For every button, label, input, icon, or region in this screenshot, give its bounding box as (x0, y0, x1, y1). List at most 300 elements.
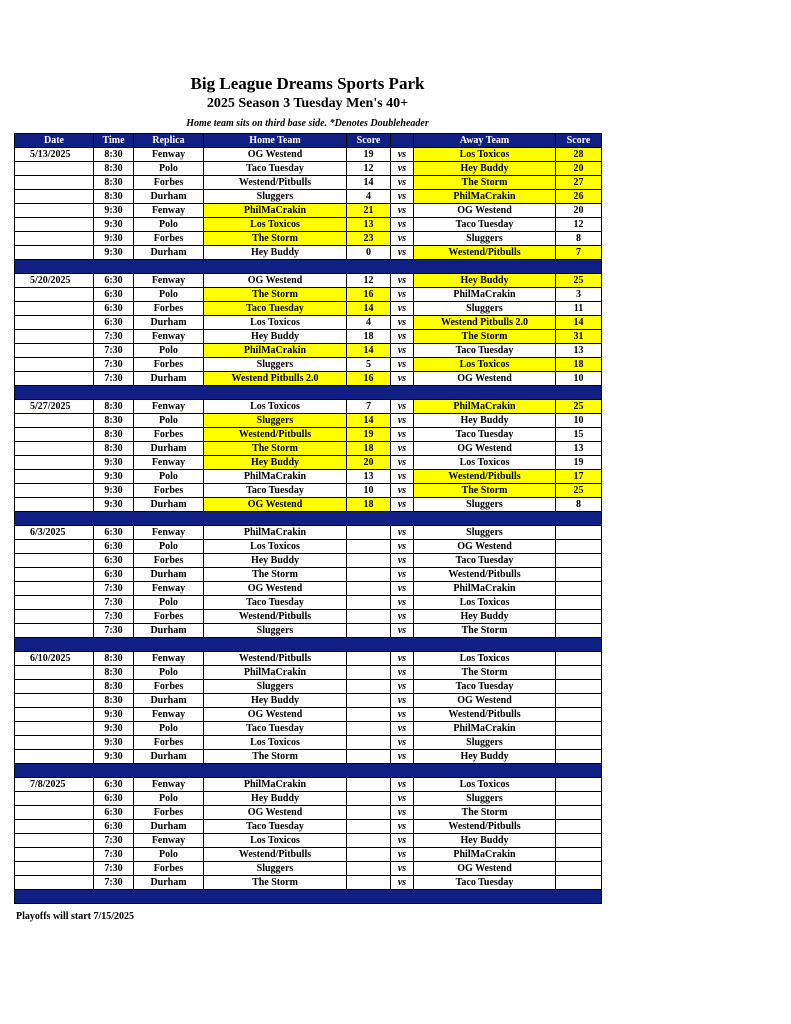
away-score-cell: 10 (556, 372, 602, 386)
time-cell: 6:30 (94, 568, 134, 582)
date-cell (15, 358, 94, 372)
away-score-cell (556, 792, 602, 806)
home-score-cell: 18 (347, 442, 391, 456)
vs-cell: vs (391, 806, 414, 820)
away-team-cell: Sluggers (414, 302, 556, 316)
home-team-cell: Westend Pitbulls 2.0 (204, 372, 347, 386)
table-row (15, 862, 602, 876)
away-team-cell: Westend/Pitbulls (414, 820, 556, 834)
time-cell: 7:30 (94, 834, 134, 848)
home-team-cell: Taco Tuesday (204, 820, 347, 834)
date-cell (15, 806, 94, 820)
away-score-cell: 8 (556, 232, 602, 246)
page-title: Big League Dreams Sports Park (190, 74, 425, 93)
replica-cell: Durham (134, 190, 204, 204)
home-team-cell: Hey Buddy (204, 554, 347, 568)
home-team-cell: Taco Tuesday (204, 484, 347, 498)
table-row (15, 722, 602, 736)
time-cell: 9:30 (94, 498, 134, 512)
away-score-cell (556, 834, 602, 848)
table-row (15, 596, 602, 610)
vs-cell: vs (391, 722, 414, 736)
page-subtitle: 2025 Season 3 Tuesday Men's 40+ (206, 96, 409, 111)
date-cell (15, 834, 94, 848)
date-cell (15, 414, 94, 428)
vs-cell: vs (391, 820, 414, 834)
table-row (15, 582, 602, 596)
away-score-cell (556, 848, 602, 862)
away-team-cell: Hey Buddy (414, 162, 556, 176)
away-team-cell: Taco Tuesday (414, 876, 556, 890)
away-team-cell: Taco Tuesday (414, 554, 556, 568)
home-team-cell: The Storm (204, 232, 347, 246)
date-cell (15, 666, 94, 680)
time-cell: 7:30 (94, 596, 134, 610)
replica-cell: Fenway (134, 400, 204, 414)
away-team-cell: OG Westend (414, 862, 556, 876)
away-team-cell: Hey Buddy (414, 274, 556, 288)
table-row (15, 414, 602, 428)
away-team-cell: PhilMaCrakin (414, 190, 556, 204)
home-score-cell (347, 848, 391, 862)
column-header-vs (391, 134, 414, 148)
replica-cell: Durham (134, 750, 204, 764)
replica-cell: Forbes (134, 358, 204, 372)
away-score-cell (556, 694, 602, 708)
home-score-cell (347, 540, 391, 554)
home-team-cell: Los Toxicos (204, 540, 347, 554)
home-team-cell: Hey Buddy (204, 792, 347, 806)
table-row (15, 792, 602, 806)
date-cell: 5/27/2025 (15, 400, 94, 414)
time-cell: 8:30 (94, 442, 134, 456)
date-cell (15, 246, 94, 260)
replica-cell: Forbes (134, 428, 204, 442)
vs-cell: vs (391, 204, 414, 218)
home-team-cell: PhilMaCrakin (204, 344, 347, 358)
home-score-cell (347, 610, 391, 624)
table-row (15, 666, 602, 680)
away-score-cell: 14 (556, 316, 602, 330)
vs-cell: vs (391, 876, 414, 890)
away-team-cell: Sluggers (414, 736, 556, 750)
home-score-cell: 14 (347, 414, 391, 428)
away-team-cell: Los Toxicos (414, 148, 556, 162)
table-row (15, 708, 602, 722)
home-score-cell: 23 (347, 232, 391, 246)
time-cell: 8:30 (94, 400, 134, 414)
date-cell (15, 736, 94, 750)
date-cell (15, 470, 94, 484)
table-row (15, 484, 602, 498)
away-team-cell: The Storm (414, 806, 556, 820)
replica-cell: Fenway (134, 582, 204, 596)
away-score-cell (556, 554, 602, 568)
date-cell (15, 204, 94, 218)
replica-cell: Polo (134, 666, 204, 680)
home-score-cell (347, 680, 391, 694)
home-team-cell: Westend/Pitbulls (204, 428, 347, 442)
home-score-cell: 13 (347, 470, 391, 484)
vs-cell: vs (391, 680, 414, 694)
away-score-cell (556, 876, 602, 890)
time-cell: 8:30 (94, 176, 134, 190)
replica-cell: Polo (134, 596, 204, 610)
home-score-cell (347, 694, 391, 708)
vs-cell: vs (391, 582, 414, 596)
date-cell (15, 680, 94, 694)
time-cell: 7:30 (94, 372, 134, 386)
vs-cell: vs (391, 232, 414, 246)
away-team-cell: Los Toxicos (414, 652, 556, 666)
date-cell (15, 316, 94, 330)
away-score-cell: 27 (556, 176, 602, 190)
table-row (15, 876, 602, 890)
home-team-cell: Westend/Pitbulls (204, 652, 347, 666)
table-row (15, 498, 602, 512)
away-score-cell (556, 708, 602, 722)
week-separator (15, 260, 602, 274)
time-cell: 8:30 (94, 190, 134, 204)
table-row (15, 204, 602, 218)
home-score-cell (347, 778, 391, 792)
home-score-cell (347, 708, 391, 722)
date-cell (15, 372, 94, 386)
table-row (15, 358, 602, 372)
column-header-date: Date (15, 134, 94, 148)
replica-cell: Durham (134, 442, 204, 456)
time-cell: 6:30 (94, 526, 134, 540)
time-cell: 6:30 (94, 302, 134, 316)
time-cell: 8:30 (94, 148, 134, 162)
time-cell: 9:30 (94, 722, 134, 736)
away-score-cell: 28 (556, 148, 602, 162)
replica-cell: Fenway (134, 456, 204, 470)
vs-cell: vs (391, 218, 414, 232)
table-row (15, 470, 602, 484)
time-cell: 7:30 (94, 582, 134, 596)
date-cell: 5/13/2025 (15, 148, 94, 162)
vs-cell: vs (391, 190, 414, 204)
away-score-cell: 12 (556, 218, 602, 232)
home-score-cell (347, 624, 391, 638)
table-row (15, 568, 602, 582)
away-score-cell (556, 624, 602, 638)
away-score-cell: 25 (556, 484, 602, 498)
replica-cell: Forbes (134, 302, 204, 316)
table-row (15, 610, 602, 624)
away-score-cell (556, 820, 602, 834)
replica-cell: Polo (134, 344, 204, 358)
away-team-cell: Sluggers (414, 498, 556, 512)
replica-cell: Fenway (134, 708, 204, 722)
home-score-cell (347, 568, 391, 582)
away-score-cell (556, 778, 602, 792)
replica-cell: Forbes (134, 862, 204, 876)
time-cell: 9:30 (94, 204, 134, 218)
home-score-cell: 5 (347, 358, 391, 372)
replica-cell: Durham (134, 498, 204, 512)
away-team-cell: PhilMaCrakin (414, 288, 556, 302)
vs-cell: vs (391, 372, 414, 386)
away-score-cell: 31 (556, 330, 602, 344)
vs-cell: vs (391, 162, 414, 176)
replica-cell: Polo (134, 288, 204, 302)
vs-cell: vs (391, 652, 414, 666)
home-team-cell: OG Westend (204, 806, 347, 820)
replica-cell: Fenway (134, 652, 204, 666)
date-cell: 7/8/2025 (15, 778, 94, 792)
home-score-cell (347, 792, 391, 806)
replica-cell: Fenway (134, 330, 204, 344)
home-score-cell: 14 (347, 176, 391, 190)
home-score-cell (347, 596, 391, 610)
vs-cell: vs (391, 526, 414, 540)
date-cell (15, 862, 94, 876)
vs-cell: vs (391, 470, 414, 484)
table-row (15, 526, 602, 540)
replica-cell: Forbes (134, 232, 204, 246)
home-score-cell (347, 526, 391, 540)
away-score-cell (556, 736, 602, 750)
home-team-cell: Sluggers (204, 190, 347, 204)
home-team-cell: PhilMaCrakin (204, 204, 347, 218)
table-row (15, 400, 602, 414)
home-score-cell: 4 (347, 190, 391, 204)
home-team-cell: Hey Buddy (204, 330, 347, 344)
table-row (15, 540, 602, 554)
home-team-cell: Hey Buddy (204, 694, 347, 708)
date-cell (15, 232, 94, 246)
away-team-cell: Taco Tuesday (414, 680, 556, 694)
table-row (15, 834, 602, 848)
home-team-cell: Sluggers (204, 624, 347, 638)
away-team-cell: PhilMaCrakin (414, 722, 556, 736)
away-score-cell (556, 582, 602, 596)
time-cell: 8:30 (94, 694, 134, 708)
date-cell (15, 596, 94, 610)
away-score-cell: 20 (556, 204, 602, 218)
replica-cell: Forbes (134, 680, 204, 694)
date-cell (15, 190, 94, 204)
time-cell: 8:30 (94, 666, 134, 680)
away-team-cell: Westend/Pitbulls (414, 568, 556, 582)
home-team-cell: OG Westend (204, 148, 347, 162)
week-separator (15, 638, 602, 652)
date-cell (15, 750, 94, 764)
replica-cell: Fenway (134, 274, 204, 288)
home-team-cell: Los Toxicos (204, 400, 347, 414)
home-score-cell: 7 (347, 400, 391, 414)
table-row (15, 442, 602, 456)
away-score-cell (556, 862, 602, 876)
replica-cell: Polo (134, 162, 204, 176)
time-cell: 6:30 (94, 792, 134, 806)
time-cell: 6:30 (94, 316, 134, 330)
vs-cell: vs (391, 554, 414, 568)
date-cell (15, 428, 94, 442)
date-cell (15, 162, 94, 176)
time-cell: 7:30 (94, 862, 134, 876)
home-score-cell: 12 (347, 162, 391, 176)
home-score-cell (347, 876, 391, 890)
time-cell: 9:30 (94, 708, 134, 722)
away-score-cell: 18 (556, 358, 602, 372)
time-cell: 7:30 (94, 624, 134, 638)
date-cell (15, 694, 94, 708)
schedule-table (14, 133, 602, 904)
away-team-cell: Los Toxicos (414, 778, 556, 792)
week-separator (15, 890, 602, 904)
home-team-cell: Sluggers (204, 414, 347, 428)
vs-cell: vs (391, 456, 414, 470)
home-score-cell: 10 (347, 484, 391, 498)
table-row (15, 736, 602, 750)
vs-cell: vs (391, 540, 414, 554)
vs-cell: vs (391, 792, 414, 806)
week-separator-bar (15, 638, 602, 652)
time-cell: 8:30 (94, 162, 134, 176)
home-score-cell (347, 834, 391, 848)
home-team-cell: The Storm (204, 876, 347, 890)
home-team-cell: Hey Buddy (204, 246, 347, 260)
vs-cell: vs (391, 610, 414, 624)
replica-cell: Durham (134, 568, 204, 582)
table-row (15, 316, 602, 330)
away-score-cell (556, 652, 602, 666)
table-row (15, 148, 602, 162)
away-team-cell: Taco Tuesday (414, 428, 556, 442)
away-score-cell: 25 (556, 274, 602, 288)
home-score-cell: 20 (347, 456, 391, 470)
away-score-cell: 13 (556, 442, 602, 456)
away-team-cell: Hey Buddy (414, 610, 556, 624)
replica-cell: Polo (134, 848, 204, 862)
away-score-cell (556, 666, 602, 680)
home-team-cell: Los Toxicos (204, 316, 347, 330)
date-cell (15, 624, 94, 638)
home-score-cell (347, 736, 391, 750)
away-team-cell: OG Westend (414, 372, 556, 386)
column-header-away-score: Score (556, 134, 602, 148)
time-cell: 6:30 (94, 778, 134, 792)
home-team-cell: Sluggers (204, 862, 347, 876)
week-separator (15, 512, 602, 526)
column-header-time: Time (94, 134, 134, 148)
date-cell (15, 442, 94, 456)
replica-cell: Polo (134, 792, 204, 806)
home-score-cell: 21 (347, 204, 391, 218)
replica-cell: Fenway (134, 778, 204, 792)
away-team-cell: Hey Buddy (414, 414, 556, 428)
away-team-cell: PhilMaCrakin (414, 582, 556, 596)
date-cell (15, 498, 94, 512)
date-cell (15, 848, 94, 862)
away-team-cell: Los Toxicos (414, 358, 556, 372)
home-team-cell: PhilMaCrakin (204, 666, 347, 680)
vs-cell: vs (391, 316, 414, 330)
vs-cell: vs (391, 274, 414, 288)
vs-cell: vs (391, 666, 414, 680)
vs-cell: vs (391, 568, 414, 582)
vs-cell: vs (391, 288, 414, 302)
week-separator-bar (15, 260, 602, 274)
vs-cell: vs (391, 442, 414, 456)
home-team-cell: PhilMaCrakin (204, 778, 347, 792)
vs-cell: vs (391, 148, 414, 162)
home-team-cell: Westend/Pitbulls (204, 610, 347, 624)
date-cell (15, 568, 94, 582)
away-team-cell: Los Toxicos (414, 596, 556, 610)
time-cell: 7:30 (94, 330, 134, 344)
away-team-cell: Hey Buddy (414, 750, 556, 764)
home-team-cell: OG Westend (204, 708, 347, 722)
date-cell: 6/3/2025 (15, 526, 94, 540)
home-score-cell: 19 (347, 428, 391, 442)
away-team-cell: Los Toxicos (414, 456, 556, 470)
away-team-cell: The Storm (414, 330, 556, 344)
replica-cell: Forbes (134, 736, 204, 750)
home-team-cell: Taco Tuesday (204, 302, 347, 316)
away-team-cell: Sluggers (414, 232, 556, 246)
replica-cell: Polo (134, 540, 204, 554)
replica-cell: Polo (134, 414, 204, 428)
replica-cell: Durham (134, 694, 204, 708)
home-score-cell: 19 (347, 148, 391, 162)
home-team-cell: The Storm (204, 442, 347, 456)
home-score-cell: 18 (347, 498, 391, 512)
home-team-cell: The Storm (204, 568, 347, 582)
time-cell: 9:30 (94, 456, 134, 470)
away-score-cell: 19 (556, 456, 602, 470)
table-header-row (15, 134, 602, 148)
away-score-cell: 8 (556, 498, 602, 512)
away-score-cell: 10 (556, 414, 602, 428)
away-team-cell: OG Westend (414, 694, 556, 708)
vs-cell: vs (391, 246, 414, 260)
date-cell (15, 876, 94, 890)
away-team-cell: Taco Tuesday (414, 344, 556, 358)
time-cell: 6:30 (94, 540, 134, 554)
time-cell: 9:30 (94, 736, 134, 750)
home-score-cell (347, 806, 391, 820)
vs-cell: vs (391, 750, 414, 764)
date-cell (15, 610, 94, 624)
home-score-cell: 0 (347, 246, 391, 260)
date-cell (15, 540, 94, 554)
away-team-cell: OG Westend (414, 442, 556, 456)
time-cell: 9:30 (94, 484, 134, 498)
table-row (15, 218, 602, 232)
date-cell (15, 820, 94, 834)
vs-cell: vs (391, 330, 414, 344)
away-team-cell: PhilMaCrakin (414, 848, 556, 862)
time-cell: 9:30 (94, 750, 134, 764)
home-team-cell: OG Westend (204, 498, 347, 512)
replica-cell: Durham (134, 372, 204, 386)
away-score-cell (556, 568, 602, 582)
replica-cell: Polo (134, 470, 204, 484)
vs-cell: vs (391, 778, 414, 792)
table-row (15, 848, 602, 862)
time-cell: 9:30 (94, 218, 134, 232)
table-row (15, 680, 602, 694)
date-cell (15, 218, 94, 232)
home-team-cell: OG Westend (204, 582, 347, 596)
home-team-cell: Los Toxicos (204, 834, 347, 848)
date-cell: 6/10/2025 (15, 652, 94, 666)
away-team-cell: OG Westend (414, 540, 556, 554)
